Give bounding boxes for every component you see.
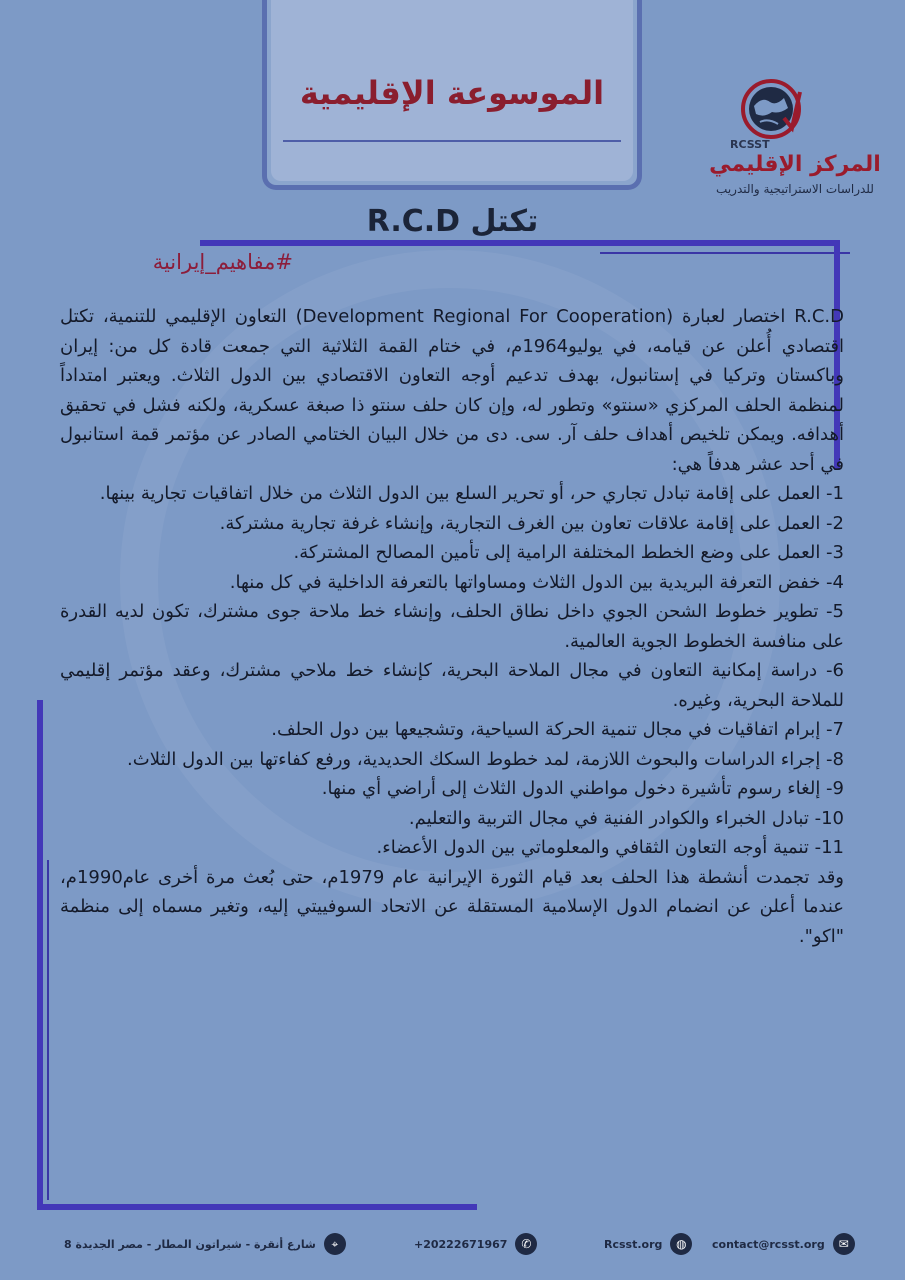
logo-subtitle: للدراسات الاستراتيجية والتدريب xyxy=(716,182,874,196)
article-paragraph: 3- العمل على وضع الخطط المختلفة الرامية إلى تأمين المصالح المشتركة. xyxy=(293,542,844,563)
article-paragraph: 7- إبرام اتفاقيات في مجال تنمية الحركة السياحية، وتشجيعها بين دول الحلف. xyxy=(271,719,844,740)
phone-text[interactable]: +20222671967 xyxy=(414,1237,508,1251)
phone-icon: ✆ xyxy=(515,1233,537,1255)
footer-email[interactable] xyxy=(712,1232,855,1256)
globe-logo-icon xyxy=(740,78,802,140)
frame-top-border xyxy=(200,240,840,246)
banner-divider xyxy=(283,140,621,142)
footer-address xyxy=(64,1232,346,1256)
address-text: 8 شارع أنقرة - شيراتون المطار - مصر الجديدة xyxy=(64,1237,316,1251)
frame-bottom-border xyxy=(37,1204,477,1210)
footer-phone[interactable] xyxy=(414,1232,537,1256)
article-paragraph: 1- العمل على إقامة تبادل تجاري حر، أو تحرير السلع بين الدول الثلاث من خلال اتفاقيات تجارية بينها. xyxy=(99,483,844,504)
location-pin-icon: ⌖ xyxy=(324,1233,346,1255)
banner-title: الموسوعة الإقليمية xyxy=(299,74,605,112)
article-paragraph: 11- تنمية أوجه التعاون الثقافي والمعلوماتي بين الدول الأعضاء. xyxy=(376,837,844,858)
banner-panel xyxy=(271,0,633,181)
article-paragraph: 4- خفض التعرفة البريدية بين الدول الثلاث ومساواتها بالتعرفة الداخلية في كل منها. xyxy=(229,571,844,593)
article-paragraph: 8- إجراء الدراسات والبحوث اللازمة، لمد خطوط السكك الحديدية، ورفع كفاءتها بين الدول الثلاث. xyxy=(127,748,844,770)
logo-abbreviation: RCSST xyxy=(730,138,770,151)
article-hashtag[interactable]: #مفاهيم_إيرانية xyxy=(152,250,293,274)
logo-name: المركز الإقليمي xyxy=(709,152,881,177)
footer-website[interactable] xyxy=(604,1232,692,1256)
encyclopedia-banner xyxy=(262,0,642,190)
rcsst-logo xyxy=(690,78,900,208)
article-paragraph: 9- إلغاء رسوم تأشيرة دخول مواطني الدول الثلاث إلى أراضي أي منها. xyxy=(321,778,844,799)
globe-icon: ◍ xyxy=(670,1233,692,1255)
frame-left-border xyxy=(37,700,43,1210)
website-text[interactable]: Rcsst.org xyxy=(604,1237,663,1251)
frame-left-inner-border xyxy=(47,860,49,1200)
article-paragraph: وقد تجمدت أنشطة هذا الحلف بعد قيام الثورة الإيرانية عام 1979م، حتى بُعث مرة أخرى عام1990م، عندما أعلن عن انضمام الدول الإسلامية المستقلة عن الاتحاد السوفييتي إليه، وتغير مسماه إلى منظمة "اكو". xyxy=(60,866,844,947)
article-paragraph: 2- العمل على إقامة علاقات تعاون بين الغرف التجارية، وإنشاء غرفة تجارية مشتركة. xyxy=(219,512,844,534)
article-paragraph: 10- تبادل الخبراء والكوادر الفنية في مجال التربية والتعليم. xyxy=(408,807,844,829)
envelope-icon: ✉ xyxy=(833,1233,855,1255)
email-text[interactable]: contact@rcsst.org xyxy=(712,1237,825,1251)
article-paragraph: R.C.D اختصار لعبارة (Development Regional For Cooperation) التعاون الإقليمي للتنمية، تكتل اقتصادي أُعلن عن قيامه، في يوليو1964م، في ختام القمة الثلاثية التي جمعت قادة كل من: إيران وباكستان وتركيا في إستانبول، بهدف تدعيم أوجه التعاون الاقتصادي بين الدول الثلاث. ويعتبر امتداداً لمنظمة الحلف المركزي «سنتو» وتطور له، وإن كان حلف سنتو ذا صبغة عسكرية، ولكنه فشل في تحقيق أهدافه. ويمكن تلخيص أهداف حلف آر. سى. دى من خلال البيان الختامي الصادر عن مؤتمر قمة استانبول في أحد عشر هدفاً هي: xyxy=(60,306,844,475)
article-body xyxy=(60,302,844,951)
article-title: تكتل R.C.D xyxy=(366,204,539,239)
page-footer xyxy=(0,1224,905,1264)
frame-top-inner-border xyxy=(600,252,850,254)
article-paragraph: 5- تطوير خطوط الشحن الجوي داخل نطاق الحلف، وإنشاء خط ملاحة جوى مشترك، تكون لديه القدرة على منافسة الخطوط الجوية العالمية. xyxy=(60,601,844,652)
article-paragraph: 6- دراسة إمكانية التعاون في مجال الملاحة البحرية، كإنشاء خط ملاحي مشترك، وعقد مؤتمر إقليمي للملاحة البحرية، وغيره. xyxy=(60,660,844,711)
